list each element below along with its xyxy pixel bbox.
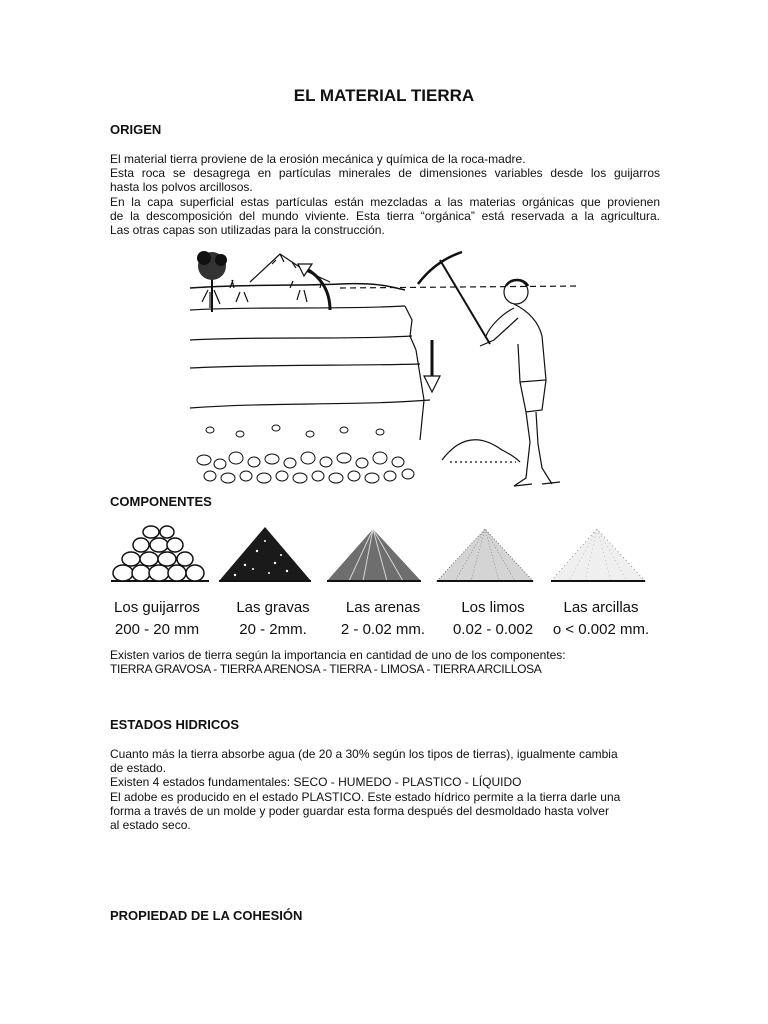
section-heading-estados-hidricos: ESTADOS HIDRICOS: [110, 717, 240, 732]
text-line: El material tierra proviene de la erosión mecánica y química de la roca-madre.: [110, 152, 526, 166]
soil-digging-illustration: [180, 240, 600, 500]
gravel-pile-icon: [219, 527, 311, 581]
section-heading-cohesion: PROPIEDAD DE LA COHESIÓN: [110, 908, 303, 923]
component-size: 2 - 0.02 mm.: [340, 621, 426, 638]
component-name: Las gravas: [236, 599, 310, 616]
text-line: al estado seco.: [110, 818, 191, 833]
soil-components-diagram: [105, 515, 665, 640]
component-name: Los limos: [461, 599, 525, 616]
text-line: Las otras capas son utilizadas para la construcción.: [110, 223, 385, 238]
component-size: o < 0.002 mm.: [552, 621, 650, 638]
componentes-paragraph: [110, 648, 660, 676]
component-name: Las arcillas: [563, 599, 639, 616]
text-line: de estado.: [110, 761, 167, 776]
section-heading-origen: ORIGEN: [110, 122, 162, 137]
section-heading-componentes: COMPONENTES: [110, 494, 212, 509]
estados-paragraph: [110, 747, 660, 832]
page-title: EL MATERIAL TIERRA: [293, 86, 475, 105]
silt-pile-icon: [437, 529, 533, 581]
text-line: forma a través de un molde y poder guardar esta forma después del desmoldado hasta volver: [110, 803, 609, 818]
origen-paragraph: [110, 152, 660, 237]
component-size: 200 - 20 mm: [114, 621, 200, 638]
component-size: 20 - 2mm.: [239, 621, 307, 638]
text-line: hasta los polvos arcillosos.: [110, 180, 253, 195]
component-size: 0.02 - 0.002: [452, 621, 534, 638]
pebbles-pile-icon: [111, 526, 209, 581]
text-line: Existen varios de tierra según la importancia en cantidad de uno de los componentes:: [110, 648, 566, 662]
text-line: Existen 4 estados fundamentales: SECO - HUMEDO - PLASTICO - LÍQUIDO: [110, 775, 522, 790]
sand-pile-icon: [327, 529, 421, 581]
text-line: TIERRA GRAVOSA - TIERRA ARENOSA - TIERRA - LIMOSA - TIERRA ARCILLOSA: [110, 662, 542, 677]
text-line: Cuanto más la tierra absorbe agua (de 20 a 30% según los tipos de tierras), igualmente cambia: [110, 747, 618, 761]
text-line: Esta roca se desagrega en partículas minerales de dimensiones variables desde los guijarros: [110, 166, 660, 181]
component-name: Las arenas: [345, 599, 421, 616]
text-line: En la capa superficial estas partículas están mezcladas a las materias orgánicas que provienen: [110, 194, 660, 209]
component-name: Los guijarros: [114, 599, 200, 616]
clay-pile-icon: [551, 529, 645, 581]
text-line: de la descomposición del mundo viviente. Esta tierra “orgánica” está reservada a la agricultura.: [110, 208, 660, 223]
text-line: El adobe es producido en el estado PLASTICO. Este estado hídrico permite a la tierra darle una: [110, 789, 621, 804]
